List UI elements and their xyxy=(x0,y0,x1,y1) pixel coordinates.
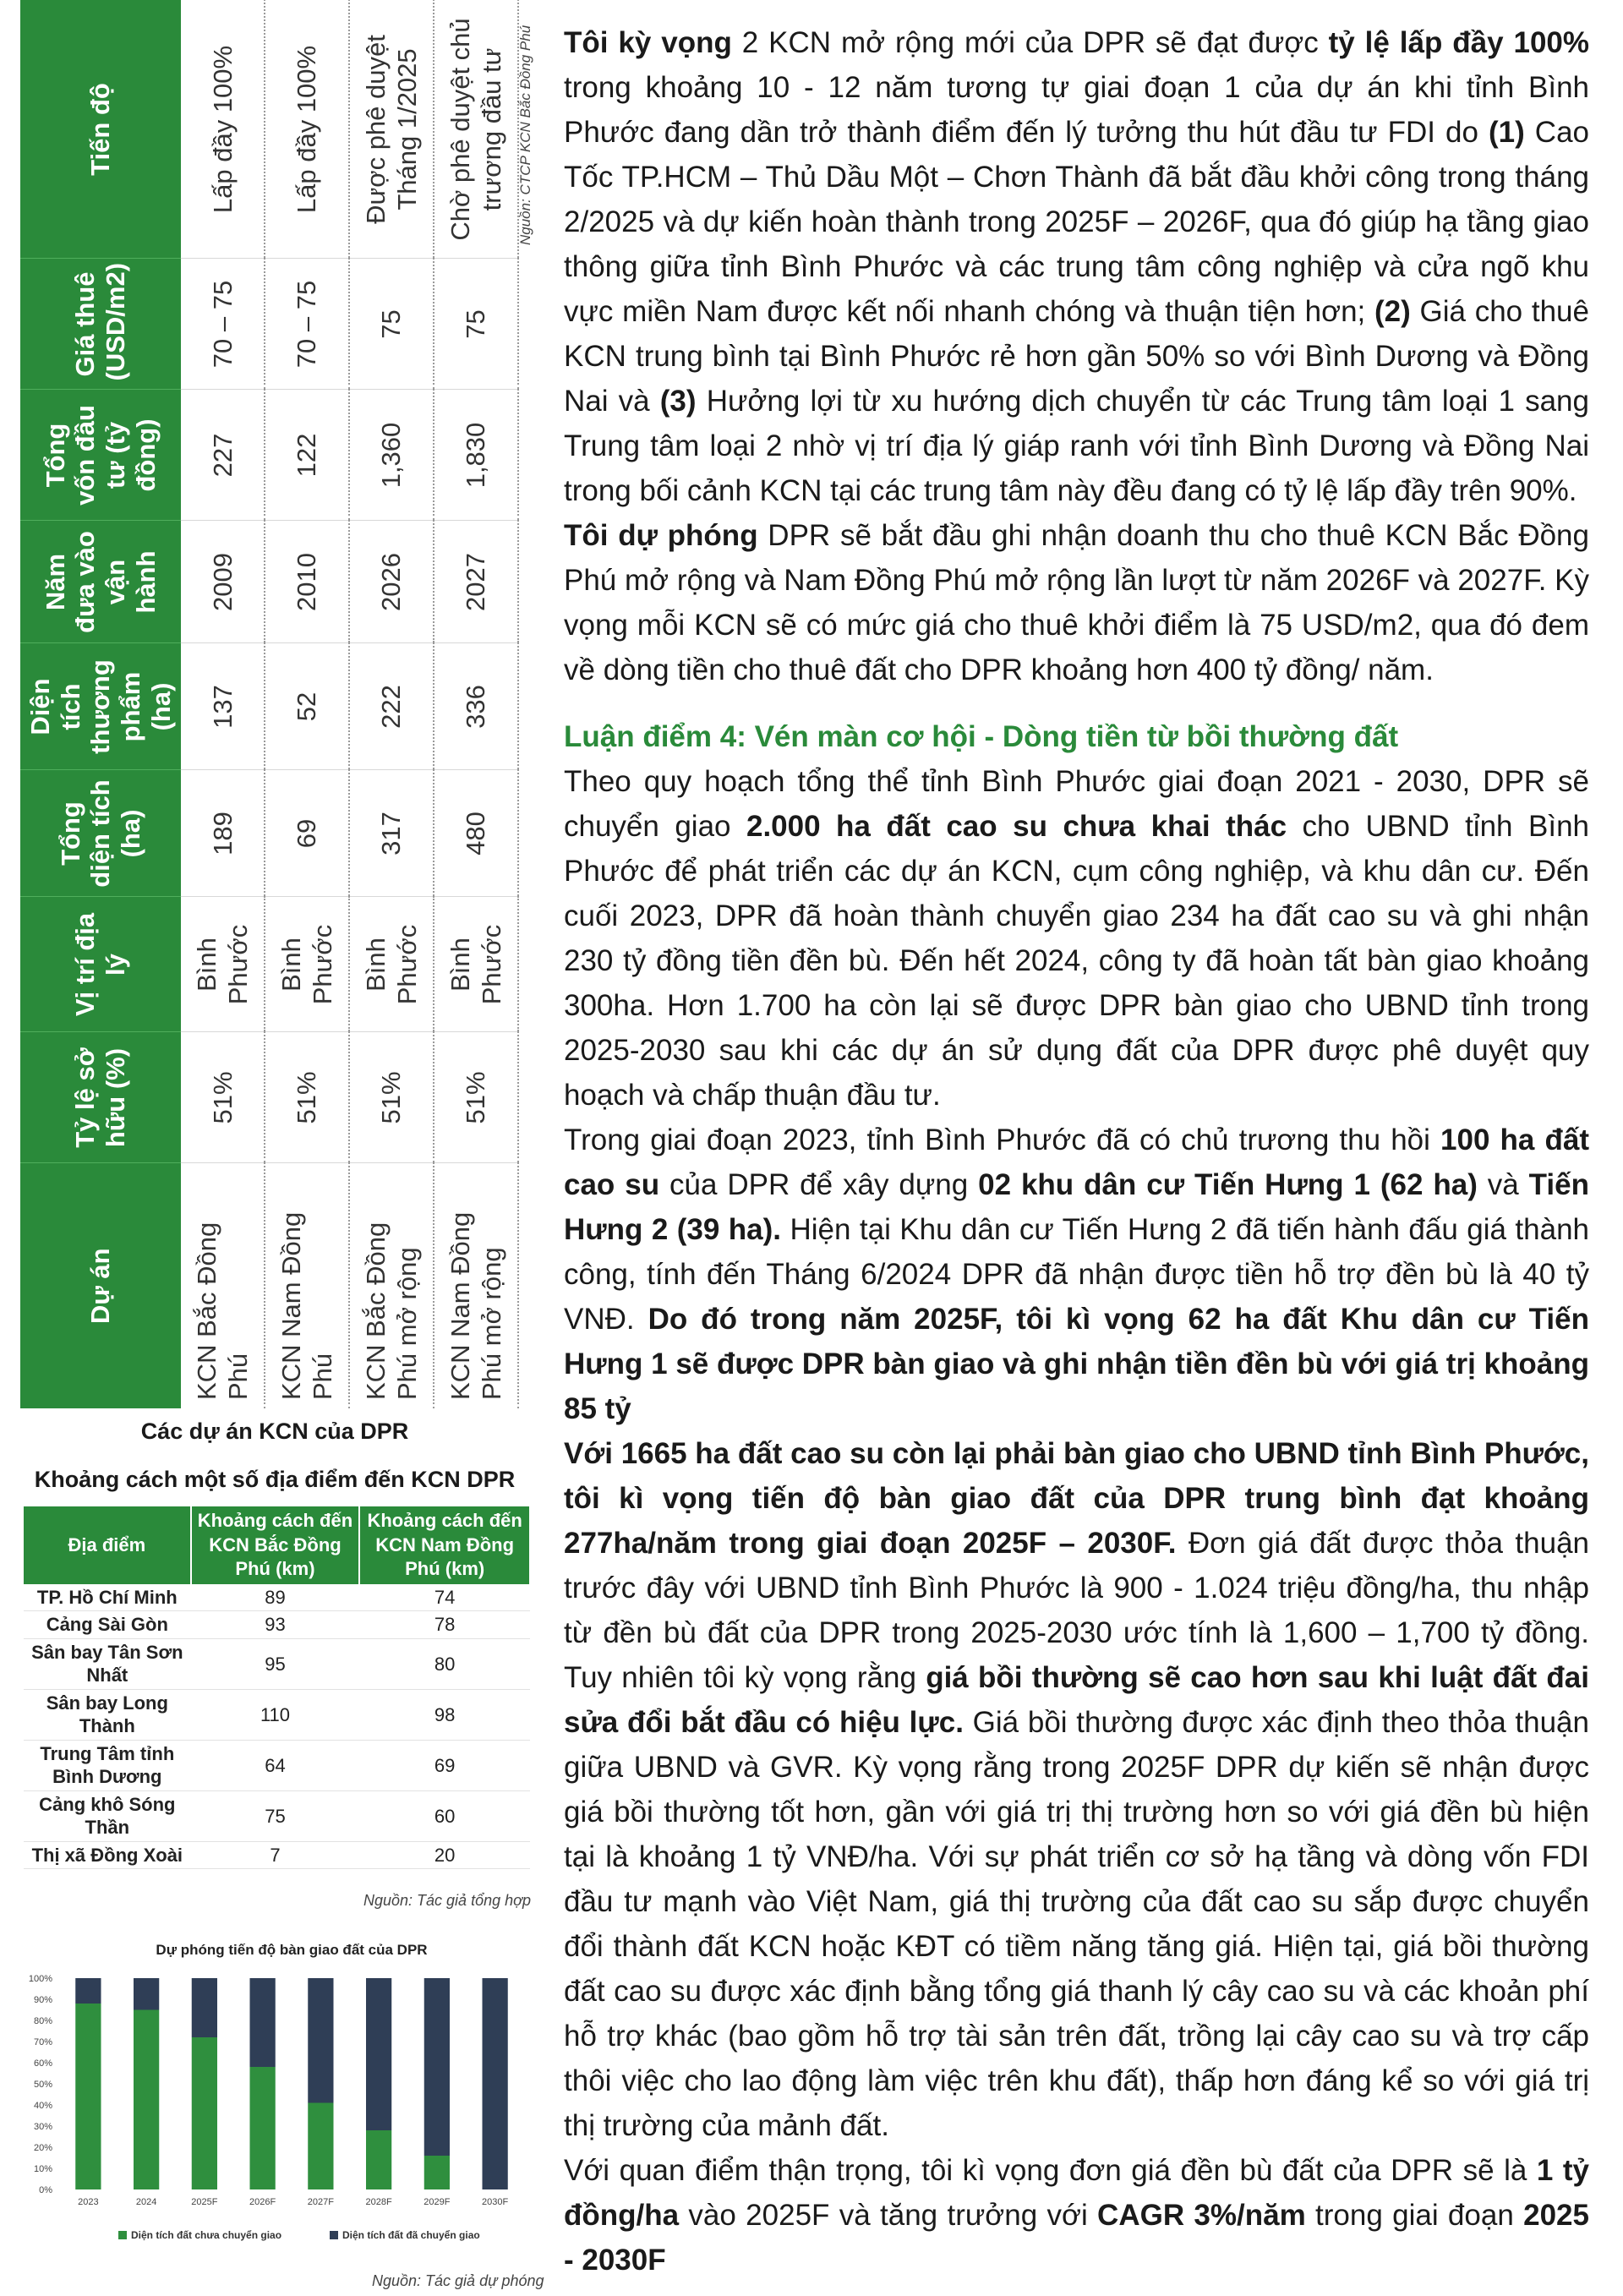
kcn-cell: Bình Phước xyxy=(265,897,349,1032)
kcn-projects-table xyxy=(20,0,519,1408)
bold-text: 2.000 ha đất cao su chưa khai thác xyxy=(746,810,1287,843)
kcn-cell: KCN Nam Đồng Phú xyxy=(265,1163,349,1408)
kcn-header-cell: Tỷ lệ sở hữu (%) xyxy=(20,1032,181,1163)
kcn-header-cell: Giá thuê (USD/m2) xyxy=(20,259,181,390)
kcn-header-cell: Tổng diện tích (ha) xyxy=(20,770,181,897)
text-segment: Giá cho thuê KCN trung bình tại Bình Phước rẻ hơn gần 50% so với Bình Dương và Đồng Nai và xyxy=(564,295,1589,418)
y-tick-label: 30% xyxy=(33,2122,52,2132)
kcn-cell: 2027 xyxy=(434,521,518,643)
y-tick-label: 70% xyxy=(33,2037,52,2047)
paragraph-compensation xyxy=(564,1431,1589,2148)
text-segment: Trong giai đoạn 2023, tỉnh Bình Phước đã có chủ trương thu hồi xyxy=(564,1123,1441,1156)
kcn-cell: 336 xyxy=(434,643,518,770)
kcn-cell: 69 xyxy=(265,770,349,897)
kcn-table-row xyxy=(349,0,434,1408)
text-segment: trong khoảng 10 - 12 năm tương tự giai đoạn 1 của dự án khi tỉnh Bình Phước đang dần trở thành điểm đến lý tưởng thu hút đầu tư FDI do xyxy=(564,71,1589,149)
distance-table-row xyxy=(24,1740,530,1790)
kcn-cell: 70 – 75 xyxy=(181,259,265,390)
text-segment: 2 KCN mở rộng mới của DPR sẽ đạt được xyxy=(731,26,1329,59)
paragraph-revenue-forecast xyxy=(564,513,1589,692)
y-tick-label: 10% xyxy=(33,2164,52,2174)
text-segment: Hưởng lợi từ xu hướng dịch chuyển từ các Trung tâm loại 1 sang Trung tâm loại 2 nhờ vị trí địa lý giáp ranh với tỉnh Bình Dương và Đồng Nai trong bối cảnh KCN tại các trung tâm này đều đang có tỷ lệ lấp đầy trên 90%. xyxy=(564,385,1589,507)
bar-segment xyxy=(424,2156,450,2189)
distance-table-row xyxy=(24,1841,530,1869)
y-tick-label: 90% xyxy=(33,1995,52,2005)
kcn-cell: 75 xyxy=(434,259,518,390)
text-segment: vào 2025F và tăng trưởng với xyxy=(679,2199,1098,2232)
distance-cell: 74 xyxy=(359,1584,530,1611)
kcn-cell: 137 xyxy=(181,643,265,770)
distance-table-source: Nguồn: Tác giả tổng hợp xyxy=(363,1892,532,1909)
x-tick-label: 2024 xyxy=(135,2197,157,2207)
distance-table-header-row xyxy=(24,1506,530,1584)
y-tick-label: 50% xyxy=(33,2080,52,2090)
bold-text: giá bồi thường sẽ cao hơn sau khi luật đất đai sửa đổi bắt đầu có hiệu lực. xyxy=(564,1661,1589,1739)
bold-text: Với 1665 ha đất cao su còn lại phải bàn giao cho UBND tỉnh Bình Phước, tôi kì vọng tiến độ bàn giao đất của DPR trung bình đạt khoảng 277ha/năm trong giai đoạn 2025F – 2030F. xyxy=(564,1437,1589,1560)
kcn-header-cell: Năm đưa vào vận hành xyxy=(20,521,181,643)
text-segment: Giá bồi thường được xác định theo thỏa thuận giữa UBND và GVR. Kỳ vọng rằng trong 2025F DPR dự kiến sẽ nhận được giá bồi thường tốt hơn, gần với giá trị thị trường hơn so với giá đền bù hiện tại là khoảng 1 tỷ VNĐ/ha. Với sự phát triển cơ sở hạ tầng và dòng vốn FDI đầu tư mạnh vào Việt Nam, giá thị trường của đất cao su sắp được chuyển đổi thành đất KCN hoặc KĐT có tiềm năng tăng giá. Hiện tại, giá bồi thường đất cao su được xác định bằng tổng giá thanh lý cây cao su và các khoản phí hỗ trợ khác (bao gồm hỗ trợ tài sản trên đất, trồng lại cây cao su và trợ cấp thôi việc cho lao động làm việc trên khu đất), thấp hơn đáng kể so với giá trị thị trường của mảnh đất. xyxy=(564,1706,1589,2142)
bold-text: 1 tỷ đồng/ha xyxy=(564,2154,1590,2232)
distance-cell: 110 xyxy=(191,1689,360,1740)
x-tick-label: 2028F xyxy=(365,2197,392,2207)
paragraph-fill-rate xyxy=(564,20,1589,513)
text-segment: cho UBND tỉnh Bình Phước để phát triển các dự án KCN, cụm công nghiệp, và khu dân cư. Đến cuối 2023, DPR đã hoàn thành chuyển giao 234 ha đất cao su và ghi nhận 230 tỷ đồng tiền đền bù. Đến hết 2024, công ty đã hoàn tất bàn giao khoảng 300ha. Hơn 1.700 ha còn lại sẽ được DPR bàn giao cho UBND tỉnh trong 2025-2030 sau khi các dự án sử dụng đất của DPR được phê duyệt quy hoạch và chấp thuận đầu tư. xyxy=(564,810,1589,1112)
kcn-cell: 51% xyxy=(265,1032,349,1163)
kcn-header-cell: Diện tích thương phẩm (ha) xyxy=(20,643,181,770)
bar-segment xyxy=(366,2130,391,2189)
distance-header-cell: Khoảng cách đến KCN Nam Đồng Phú (km) xyxy=(359,1506,530,1584)
bar-segment xyxy=(250,1978,276,2067)
distance-cell: 93 xyxy=(191,1611,360,1639)
place-cell: Cảng khô Sóng Thần xyxy=(24,1790,191,1841)
kcn-cell: KCN Bắc Đồng Phú mở rộng xyxy=(349,1163,434,1408)
chart-source: Nguồn: Tác giả dự phóng xyxy=(372,2272,544,2289)
bar-segment xyxy=(192,2037,217,2189)
y-tick-label: 100% xyxy=(28,1974,52,1984)
kcn-header-cell: Dự án xyxy=(20,1163,181,1408)
bold-text: 2025 - 2030F xyxy=(564,2199,1589,2277)
bold-text: tỷ lệ lấp đầy 100% xyxy=(1328,26,1589,59)
kcn-cell: 51% xyxy=(434,1032,518,1163)
kcn-header-cell: Vị trí địa lý xyxy=(20,897,181,1032)
x-tick-label: 2030F xyxy=(482,2197,509,2207)
bold-text: Tôi dự phóng xyxy=(564,519,758,552)
distance-cell: 64 xyxy=(191,1740,360,1790)
distance-cell: 78 xyxy=(359,1611,530,1639)
text-segment: Đơn giá đất được thỏa thuận trước đây với UBND tỉnh Bình Phước là 900 - 1.024 triệu đồng/ha, thu nhập từ đền bù đất của DPR trong 2025-2030 ước tính là 1,600 – 1,700 tỷ đồng. Tuy nhiên tôi kỳ vọng rằng xyxy=(564,1527,1589,1694)
kcn-cell: 2009 xyxy=(181,521,265,643)
distance-table-row xyxy=(24,1638,530,1689)
kcn-cell: KCN Bắc Đồng Phú xyxy=(181,1163,265,1408)
legend-swatch xyxy=(330,2231,338,2239)
distance-cell: 89 xyxy=(191,1584,360,1611)
x-tick-label: 2029F xyxy=(424,2197,451,2207)
kcn-cell: Được phê duyệt Tháng 1/2025 xyxy=(349,0,434,259)
x-tick-label: 2025F xyxy=(191,2197,218,2207)
distance-cell: 7 xyxy=(191,1841,360,1869)
bold-text: 02 khu dân cư Tiến Hưng 1 (62 ha) xyxy=(978,1168,1478,1201)
bold-text: Tôi kỳ vọng xyxy=(564,26,732,59)
kcn-table-row xyxy=(181,0,265,1408)
kcn-cell: 51% xyxy=(349,1032,434,1163)
place-cell: Trung Tâm tỉnh Bình Dương xyxy=(24,1740,191,1790)
place-cell: Cảng Sài Gòn xyxy=(24,1611,191,1639)
place-cell: TP. Hồ Chí Minh xyxy=(24,1584,191,1611)
distance-table-row xyxy=(24,1611,530,1639)
left-column xyxy=(0,0,549,2296)
distance-table-title: Khoảng cách một số địa điểm đến KCN DPR xyxy=(34,1467,516,1492)
kcn-cell: Lấp đầy 100% xyxy=(181,0,265,259)
bar-segment xyxy=(483,1978,508,2189)
legend-swatch xyxy=(118,2231,127,2239)
kcn-table-source xyxy=(517,25,541,245)
text-segment: DPR sẽ bắt đầu ghi nhận doanh thu cho thuê KCN Bắc Đồng Phú mở rộng và Nam Đồng Phú mở rộng lần lượt từ năm 2026F và 2027F. Kỳ vọng mỗi KCN sẽ có mức giá cho thuê khởi điểm là 75 USD/m2, qua đó đem về dòng tiền cho thuê đất cho DPR khoảng hơn 400 tỷ đồng/ năm. xyxy=(564,519,1589,686)
land-handover-chart xyxy=(17,1936,533,2266)
distance-cell: 60 xyxy=(359,1790,530,1841)
text-segment: Theo quy hoạch tổng thể tỉnh Bình Phước giai đoạn 2021 - 2030, DPR sẽ chuyển giao xyxy=(564,765,1589,843)
kcn-table-row xyxy=(434,0,518,1408)
x-tick-label: 2027F xyxy=(307,2197,334,2207)
text-segment: của DPR để xây dựng xyxy=(659,1168,979,1201)
distance-table-row xyxy=(24,1790,530,1841)
bar-segment xyxy=(308,1978,333,2103)
section-heading: Luận điểm 4: Vén màn cơ hội - Dòng tiền từ bồi thường đất xyxy=(564,720,1399,753)
kcn-cell: 52 xyxy=(265,643,349,770)
distance-table xyxy=(24,1506,531,1869)
distance-cell: 20 xyxy=(359,1841,530,1869)
y-tick-label: 40% xyxy=(33,2101,52,2111)
bar-segment xyxy=(250,2067,276,2189)
distance-cell: 75 xyxy=(191,1790,360,1841)
kcn-cell: Chờ phê duyệt chủ trương đầu tư xyxy=(434,0,518,259)
kcn-cell: 75 xyxy=(349,259,434,390)
bold-text: CAGR 3%/năm xyxy=(1097,2199,1306,2232)
kcn-cell: 222 xyxy=(349,643,434,770)
kcn-cell: Bình Phước xyxy=(349,897,434,1032)
distance-cell: 95 xyxy=(191,1638,360,1689)
x-tick-label: 2023 xyxy=(78,2197,99,2207)
y-tick-label: 60% xyxy=(33,2058,52,2069)
bold-text: Tiến Hưng 2 (39 ha). xyxy=(564,1168,1589,1246)
bold-text: 100 ha đất cao su xyxy=(564,1123,1589,1201)
kcn-header-cell: Tiến độ xyxy=(20,0,181,259)
paragraph-land-transfer xyxy=(564,759,1589,1118)
bar-segment xyxy=(424,1978,450,2156)
bold-text: (1) xyxy=(1488,116,1525,149)
kcn-cell: 1,830 xyxy=(434,390,518,521)
y-tick-label: 0% xyxy=(39,2185,52,2195)
text-segment: và xyxy=(1477,1168,1529,1201)
text-segment: Với quan điểm thận trọng, tôi kì vọng đơn giá đền bù đất của DPR sẽ là xyxy=(564,2154,1537,2187)
kcn-cell: Bình Phước xyxy=(434,897,518,1032)
legend-label: Diện tích đất đã chuyển giao xyxy=(342,2229,480,2241)
kcn-cell: KCN Nam Đồng Phú mở rộng xyxy=(434,1163,518,1408)
bar-segment xyxy=(75,2004,101,2189)
kcn-cell: 70 – 75 xyxy=(265,259,349,390)
kcn-cell: 480 xyxy=(434,770,518,897)
bar-segment xyxy=(192,1978,217,2037)
kcn-cell: 317 xyxy=(349,770,434,897)
kcn-cell: 189 xyxy=(181,770,265,897)
kcn-cell: 122 xyxy=(265,390,349,521)
article-body xyxy=(564,20,1589,2282)
distance-header-cell: Khoảng cách đến KCN Bắc Đồng Phú (km) xyxy=(191,1506,360,1584)
place-cell: Thị xã Đồng Xoài xyxy=(24,1841,191,1869)
distance-table-row xyxy=(24,1689,530,1740)
kcn-cell: 2026 xyxy=(349,521,434,643)
bar-segment xyxy=(134,1978,159,2010)
paragraph-tien-hung xyxy=(564,1118,1589,1431)
legend-label: Diện tích đất chưa chuyển giao xyxy=(131,2229,282,2241)
distance-cell: 69 xyxy=(359,1740,530,1790)
kcn-table-caption: Các dự án KCN của DPR xyxy=(140,1419,409,1444)
distance-table-row xyxy=(24,1584,530,1611)
kcn-cell: Lấp đầy 100% xyxy=(265,0,349,259)
kcn-cell: 2010 xyxy=(265,521,349,643)
bold-text: (2) xyxy=(1374,295,1411,328)
text-segment: trong giai đoạn xyxy=(1305,2199,1524,2232)
distance-header-cell: Địa điểm xyxy=(24,1506,191,1584)
kcn-cell: Bình Phước xyxy=(181,897,265,1032)
text-segment: Cao Tốc TP.HCM – Thủ Dầu Một – Chơn Thành đã bắt đầu khởi công trong tháng 2/2025 và dự kiến hoàn thành trong 2025F – 2026F, qua đó giúp hạ tầng giao thông giữa tỉnh Bình Phước và các trung tâm công nghiệp và cửa ngõ khu vực miền Nam được kết nối nhanh chóng và thuận tiện hơn; xyxy=(564,116,1589,328)
bar-segment xyxy=(134,2010,159,2190)
kcn-table-header-row xyxy=(20,0,181,1408)
kcn-cell: 51% xyxy=(181,1032,265,1163)
y-tick-label: 20% xyxy=(33,2143,52,2153)
bold-text: Do đó trong năm 2025F, tôi kì vọng 62 ha đất Khu dân cư Tiến Hưng 1 sẽ được DPR bàn giao và ghi nhận tiền đền bù với giá trị khoảng 85 tỷ xyxy=(564,1303,1589,1425)
bar-segment xyxy=(366,1978,391,2130)
chart-title: Dự phóng tiến độ bàn giao đất của DPR xyxy=(156,1942,428,1958)
kcn-cell: 1,360 xyxy=(349,390,434,521)
distance-cell: 80 xyxy=(359,1638,530,1689)
kcn-header-cell: Tổng vốn đầu tư (tỷ đồng) xyxy=(20,390,181,521)
paragraph-conclusion xyxy=(564,2148,1589,2282)
place-cell: Sân bay Long Thành xyxy=(24,1689,191,1740)
kcn-projects-table-frame xyxy=(20,0,519,1408)
kcn-source-text: Nguồn: CTCP KCN Bắc Đồng Phú xyxy=(517,25,533,245)
kcn-table-row xyxy=(265,0,349,1408)
y-tick-label: 80% xyxy=(33,2016,52,2026)
bar-segment xyxy=(75,1978,101,2004)
bar-segment xyxy=(308,2103,333,2190)
kcn-cell: 227 xyxy=(181,390,265,521)
bold-text: (3) xyxy=(659,385,697,418)
text-segment: Hiện tại Khu dân cư Tiến Hưng 2 đã tiến hành đấu giá thành công, tính đến Tháng 6/2024 DPR đã nhận được tiền hỗ trợ đền bù là 40 tỷ VNĐ. xyxy=(564,1213,1589,1336)
place-cell: Sân bay Tân Sơn Nhất xyxy=(24,1638,191,1689)
distance-cell: 98 xyxy=(359,1689,530,1740)
x-tick-label: 2026F xyxy=(249,2197,276,2207)
